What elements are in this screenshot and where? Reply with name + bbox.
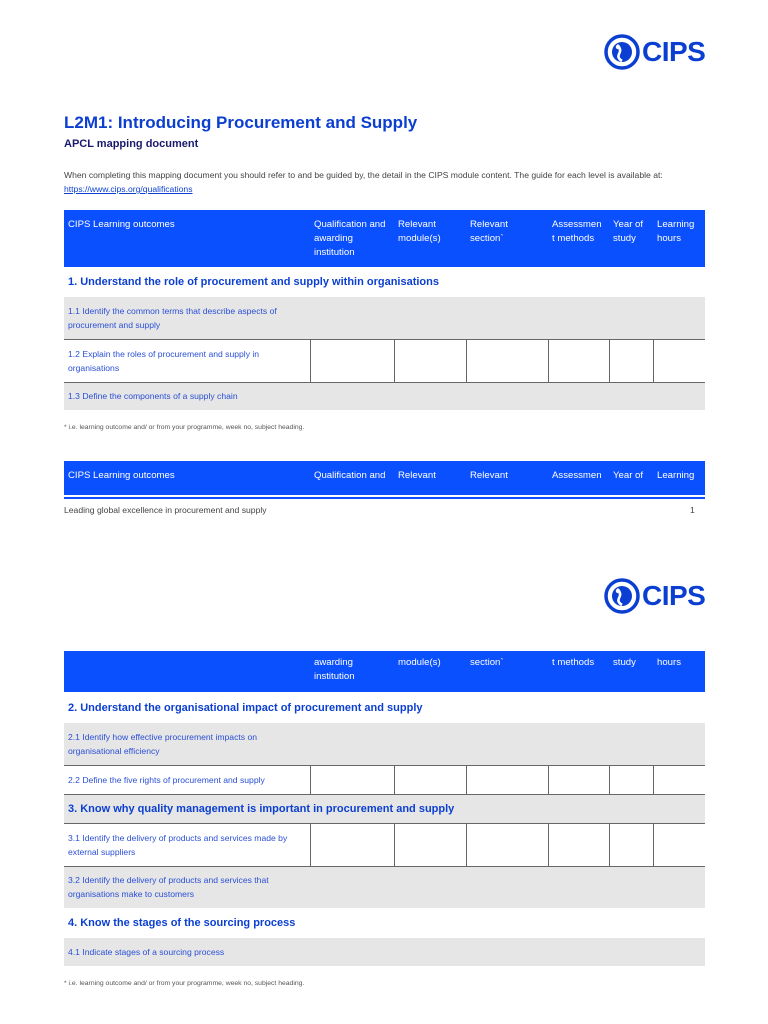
input-cell[interactable]	[609, 866, 653, 908]
page-title: L2M1: Introducing Procurement and Supply	[64, 113, 418, 132]
table-row	[64, 866, 705, 908]
outcome-cell: 3.1 Identify the delivery of products and services made by external suppliers	[64, 823, 310, 866]
section-heading: 2. Understand the organisational impact of procurement and supply	[64, 692, 705, 723]
footer-tagline: Leading global excellence in procurement and supply	[64, 505, 267, 515]
learning-outcomes-table-3	[64, 651, 705, 966]
input-cell[interactable]	[548, 339, 609, 382]
outcome-cell: 2.2 Define the five rights of procurement and supply	[64, 765, 310, 794]
section-heading: 3. Know why quality management is important in procurement and supply	[64, 794, 705, 823]
input-cell[interactable]	[653, 723, 705, 765]
table-row	[64, 938, 705, 966]
table-row	[64, 723, 705, 765]
input-cell[interactable]	[310, 382, 394, 410]
input-cell[interactable]	[466, 297, 548, 339]
cips-logo-text: CIPS	[642, 580, 706, 611]
header-year: Year of study	[609, 210, 653, 267]
header-hours: hours	[653, 651, 705, 692]
cips-logo-text: CIPS	[642, 36, 706, 67]
input-cell[interactable]	[653, 823, 705, 866]
input-cell[interactable]	[609, 339, 653, 382]
section-row	[64, 267, 705, 297]
outcome-cell: 2.1 Identify how effective procurement impacts on organisational efficiency	[64, 723, 310, 765]
section-row	[64, 692, 705, 723]
header-assessment: t methods	[548, 651, 609, 692]
header-qualification: Qualification and	[310, 461, 394, 495]
header-assessment: Assessmen	[548, 461, 609, 495]
input-cell[interactable]	[609, 723, 653, 765]
input-cell[interactable]	[394, 938, 466, 966]
table-header-row	[64, 210, 705, 267]
input-cell[interactable]	[394, 339, 466, 382]
table-header-row	[64, 461, 705, 495]
input-cell[interactable]	[653, 297, 705, 339]
cips-globe-icon	[604, 34, 640, 70]
header-module: Relevant	[394, 461, 466, 495]
qualifications-link[interactable]: https://www.cips.org/qualifications	[64, 184, 193, 194]
input-cell[interactable]	[609, 765, 653, 794]
input-cell[interactable]	[394, 297, 466, 339]
input-cell[interactable]	[466, 723, 548, 765]
input-cell[interactable]	[466, 866, 548, 908]
header-year: Year of	[609, 461, 653, 495]
header-section: section`	[466, 651, 548, 692]
input-cell[interactable]	[609, 297, 653, 339]
input-cell[interactable]	[394, 765, 466, 794]
intro-paragraph	[64, 168, 706, 196]
header-year: study	[609, 651, 653, 692]
input-cell[interactable]	[466, 339, 548, 382]
input-cell[interactable]	[466, 765, 548, 794]
input-cell[interactable]	[310, 866, 394, 908]
input-cell[interactable]	[548, 866, 609, 908]
table-row	[64, 382, 705, 410]
input-cell[interactable]	[653, 382, 705, 410]
input-cell[interactable]	[466, 823, 548, 866]
input-cell[interactable]	[394, 382, 466, 410]
cips-logo	[604, 578, 705, 614]
section-row	[64, 908, 705, 938]
footnote: * i.e. learning outcome and/ or from your programme, week no, subject heading.	[64, 424, 305, 431]
input-cell[interactable]	[609, 823, 653, 866]
table-row	[64, 297, 705, 339]
header-hours: Learning hours	[653, 210, 705, 267]
section-heading: 4. Know the stages of the sourcing process	[64, 908, 705, 938]
header-learning-outcomes: CIPS Learning outcomes	[64, 210, 310, 267]
input-cell[interactable]	[394, 823, 466, 866]
cips-logo	[604, 34, 705, 70]
input-cell[interactable]	[609, 382, 653, 410]
input-cell[interactable]	[653, 339, 705, 382]
input-cell[interactable]	[548, 723, 609, 765]
section-heading: 1. Understand the role of procurement and supply within organisations	[64, 267, 705, 297]
cips-globe-icon	[604, 578, 640, 614]
section-row	[64, 794, 705, 823]
input-cell[interactable]	[310, 723, 394, 765]
input-cell[interactable]	[548, 382, 609, 410]
input-cell[interactable]	[310, 938, 394, 966]
header-hours: Learning	[653, 461, 705, 495]
outcome-cell: 1.3 Define the components of a supply chain	[64, 382, 310, 410]
input-cell[interactable]	[653, 765, 705, 794]
table-row	[64, 823, 705, 866]
table-row	[64, 339, 705, 382]
intro-text: When completing this mapping document you should refer to and be guided by, the detail in the CIPS module content. The guide for each level is available at:	[64, 170, 663, 180]
header-qualification: awarding institution	[310, 651, 394, 692]
table-row	[64, 765, 705, 794]
input-cell[interactable]	[466, 938, 548, 966]
header-module: Relevant module(s)	[394, 210, 466, 267]
table-header-row	[64, 651, 705, 692]
header-learning-outcomes	[64, 651, 310, 692]
learning-outcomes-table-2-header	[64, 461, 705, 495]
input-cell[interactable]	[609, 938, 653, 966]
footnote: * i.e. learning outcome and/ or from your programme, week no, subject heading.	[64, 980, 305, 987]
input-cell[interactable]	[394, 866, 466, 908]
input-cell[interactable]	[653, 938, 705, 966]
input-cell[interactable]	[394, 723, 466, 765]
footer-divider	[64, 497, 705, 499]
outcome-cell: 1.2 Explain the roles of procurement and supply in organisations	[64, 339, 310, 382]
input-cell[interactable]	[653, 866, 705, 908]
header-module: module(s)	[394, 651, 466, 692]
input-cell[interactable]	[548, 297, 609, 339]
input-cell[interactable]	[548, 938, 609, 966]
header-section: Relevant section`	[466, 210, 548, 267]
input-cell[interactable]	[310, 339, 394, 382]
input-cell[interactable]	[310, 297, 394, 339]
header-section: Relevant	[466, 461, 548, 495]
input-cell[interactable]	[310, 823, 394, 866]
page-subtitle: APCL mapping document	[64, 138, 199, 150]
input-cell[interactable]	[310, 765, 394, 794]
outcome-cell: 4.1 Indicate stages of a sourcing process	[64, 938, 310, 966]
input-cell[interactable]	[466, 382, 548, 410]
outcome-cell: 3.2 Identify the delivery of products and services that organisations make to customers	[64, 866, 310, 908]
learning-outcomes-table-1	[64, 210, 705, 410]
input-cell[interactable]	[548, 765, 609, 794]
header-assessment: Assessmen t methods	[548, 210, 609, 267]
outcome-cell: 1.1 Identify the common terms that describe aspects of procurement and supply	[64, 297, 310, 339]
header-qualification: Qualification and awarding institution	[310, 210, 394, 267]
page-number: 1	[690, 505, 695, 515]
header-learning-outcomes: CIPS Learning outcomes	[64, 461, 310, 495]
input-cell[interactable]	[548, 823, 609, 866]
